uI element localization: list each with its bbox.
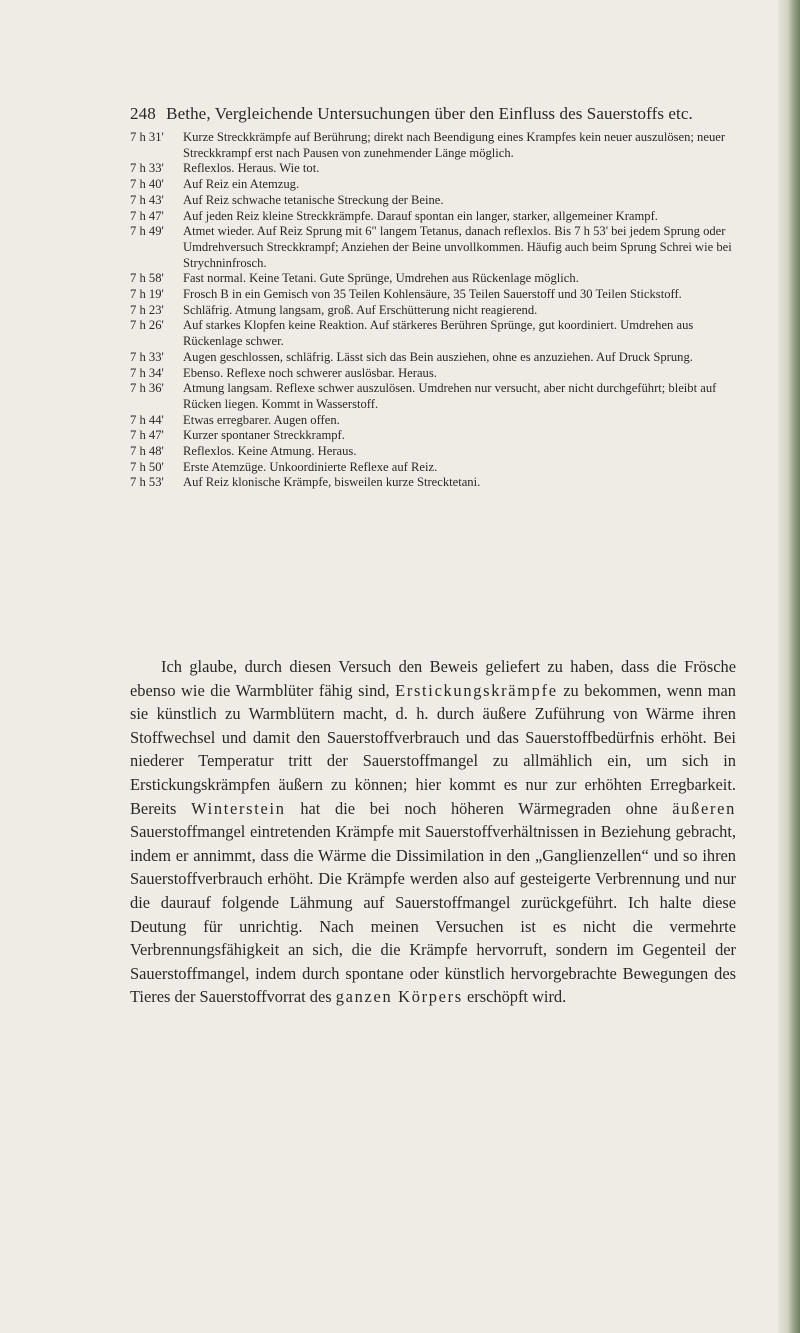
log-entry <box>130 193 740 209</box>
log-entry <box>130 444 740 460</box>
log-time: 7 h 49' <box>130 224 164 239</box>
paragraph-text: hat die bei noch höheren Wärmegraden ohne <box>300 798 658 818</box>
spaced-term: Erstickungskrämpfe <box>395 680 558 700</box>
log-entry <box>130 161 740 177</box>
log-text: Auf starkes Klopfen keine Reaktion. Auf stärkeres Berühren Sprünge, gut koordiniert. Umdrehen aus Rückenlage schwer. <box>183 318 694 349</box>
log-text: Auf Reiz klonische Krämpfe, bisweilen kurze Strecktetani. <box>183 475 481 490</box>
log-entry <box>130 475 740 491</box>
log-time: 7 h 33' <box>130 349 164 364</box>
paragraph <box>130 655 736 1009</box>
log-text: Reflexlos. Heraus. Wie tot. <box>183 161 320 176</box>
log-time: 7 h 36' <box>130 381 164 396</box>
log-time: 7 h 23' <box>130 302 164 317</box>
page-number: 248 <box>130 104 156 123</box>
log-entry <box>130 366 740 382</box>
log-text: Ebenso. Reflexe noch schwerer auslösbar. Heraus. <box>183 365 437 380</box>
log-text: Augen geschlossen, schläfrig. Lässt sich das Bein ausziehen, ohne es anzuziehen. Auf Druck Sprung. <box>183 349 693 364</box>
log-entry <box>130 413 740 429</box>
log-text: Kurzer spontaner Streckkrampf. <box>183 428 345 443</box>
log-text: Erste Atemzüge. Unkoordinierte Reflexe auf Reiz. <box>183 459 438 474</box>
log-text: Kurze Streckkrämpfe auf Berührung; direkt nach Beendigung eines Krampfes kein neuer auszulösen; neuer Streckkrampf erst nach Pausen von zunehmender Länge möglich. <box>183 130 726 160</box>
spaced-term: äußeren <box>672 798 736 818</box>
log-entry <box>130 209 740 225</box>
log-entry <box>130 350 740 366</box>
log-entry <box>130 428 740 444</box>
log-entry <box>130 381 740 412</box>
log-time: 7 h 48' <box>130 444 164 459</box>
log-time: 7 h 40' <box>130 177 164 192</box>
experiment-log <box>130 130 740 491</box>
log-text: Auf Reiz schwache tetanische Streckung der Beine. <box>183 192 444 207</box>
log-time: 7 h 58' <box>130 271 164 286</box>
paragraph-text: erschöpft wird. <box>466 987 567 1007</box>
log-text: Auf jeden Reiz kleine Streckkrämpfe. Darauf spontan ein langer, starker, allgemeiner Krampf. <box>183 208 658 223</box>
log-entry <box>130 318 740 349</box>
log-text: Reflexlos. Keine Atmung. Heraus. <box>183 444 357 459</box>
log-time: 7 h 33' <box>130 161 164 176</box>
log-time: 7 h 50' <box>130 459 164 474</box>
log-entry <box>130 271 740 287</box>
book-edge <box>778 0 800 1333</box>
log-time: 7 h 44' <box>130 412 164 427</box>
paragraph-text: Sauerstoffmangel eintretenden Krämpfe mit Sauerstoffverhältnissen in Beziehung gebracht, indem er annimmt, dass die Wärme die Dissimilation in den „Ganglienzellen“ und so ihren Sauerstoffverbrauch erhöht. Die Krämpfe werden also auf gesteigerte Verbrennung und nur die daurauf folgende Lähmung auf Sauerstoffmangel zurückgeführt. Ich halte diese Deutung für unrichtig. Nach meinen Versuchen ist es nicht die vermehrte Verbrennungsfähigkeit an sich, die die Krämpfe hervorruft, sondern im Gegenteil der Sauerstoffmangel, indem durch spontane oder künstlich hervorgebrachte Bewegungen des Tieres der Sauerstoffvorrat des <box>130 822 736 1007</box>
log-text: Etwas erregbarer. Augen offen. <box>183 412 340 427</box>
log-entry <box>130 287 740 303</box>
log-time: 7 h 47' <box>130 208 164 223</box>
log-text: Auf Reiz ein Atemzug. <box>183 177 300 192</box>
paragraph-text: zu bekommen, wenn man sie künstlich zu Warmblütern macht, d. h. durch äußere Zuführung von Wärme ihren Stoffwechsel und damit den Sauerstoffverbrauch und das Sauerstoffbedürfnis erhöht. Bei niederer Temperatur tritt der Sauerstoffmangel zu allmählich ein, um sich in Erstickungskrämpfen äußern zu können; hier kommt es nur zur erhöhten Erregbarkeit. Bereits <box>130 680 736 818</box>
log-entry <box>130 130 740 161</box>
log-time: 7 h 26' <box>130 318 164 333</box>
running-title: Bethe, Vergleichende Untersuchungen über den Einfluss des Sauerstoffs etc. <box>166 104 693 123</box>
log-text: Atmung langsam. Reflexe schwer auszulösen. Umdrehen nur versucht, aber nicht durchgeführt; bleibt auf Rücken liegen. Kommt in Wasserstoff. <box>183 381 717 411</box>
log-text: Frosch B in ein Gemisch von 35 Teilen Kohlensäure, 35 Teilen Sauerstoff und 30 Teilen Stickstoff. <box>183 287 682 302</box>
log-entry <box>130 224 740 271</box>
log-text: Schläfrig. Atmung langsam, groß. Auf Erschütterung nicht reagierend. <box>183 302 538 317</box>
body-paragraph <box>130 655 736 1009</box>
log-time: 7 h 47' <box>130 428 164 443</box>
log-text: Atmet wieder. Auf Reiz Sprung mit 6" langem Tetanus, danach reflexlos. Bis 7 h 53' bei jedem Sprung oder Umdrehversuch Streckkrampf; Anziehen der Beine unvollkommen. Häufig auch beim Sprung Schrei wie bei Strychninfrosch. <box>183 224 732 270</box>
log-time: 7 h 34' <box>130 365 164 380</box>
log-time: 7 h 19' <box>130 287 164 302</box>
log-time: 7 h 53' <box>130 475 164 490</box>
log-entry <box>130 303 740 319</box>
log-text: Fast normal. Keine Tetani. Gute Sprünge, Umdrehen aus Rückenlage möglich. <box>183 271 579 286</box>
paragraph-text: Ich glaube, durch diesen Versuch den Beweis geliefert zu haben, dass die Frösche ebenso wie die Warmblüter fähig sind, <box>130 657 736 700</box>
spaced-author-name: Winterstein <box>191 798 286 818</box>
running-header <box>130 104 740 124</box>
log-entry <box>130 460 740 476</box>
log-entry <box>130 177 740 193</box>
log-time: 7 h 31' <box>130 130 164 144</box>
log-time: 7 h 43' <box>130 192 164 207</box>
spaced-term: ganzen Körpers <box>335 987 463 1007</box>
